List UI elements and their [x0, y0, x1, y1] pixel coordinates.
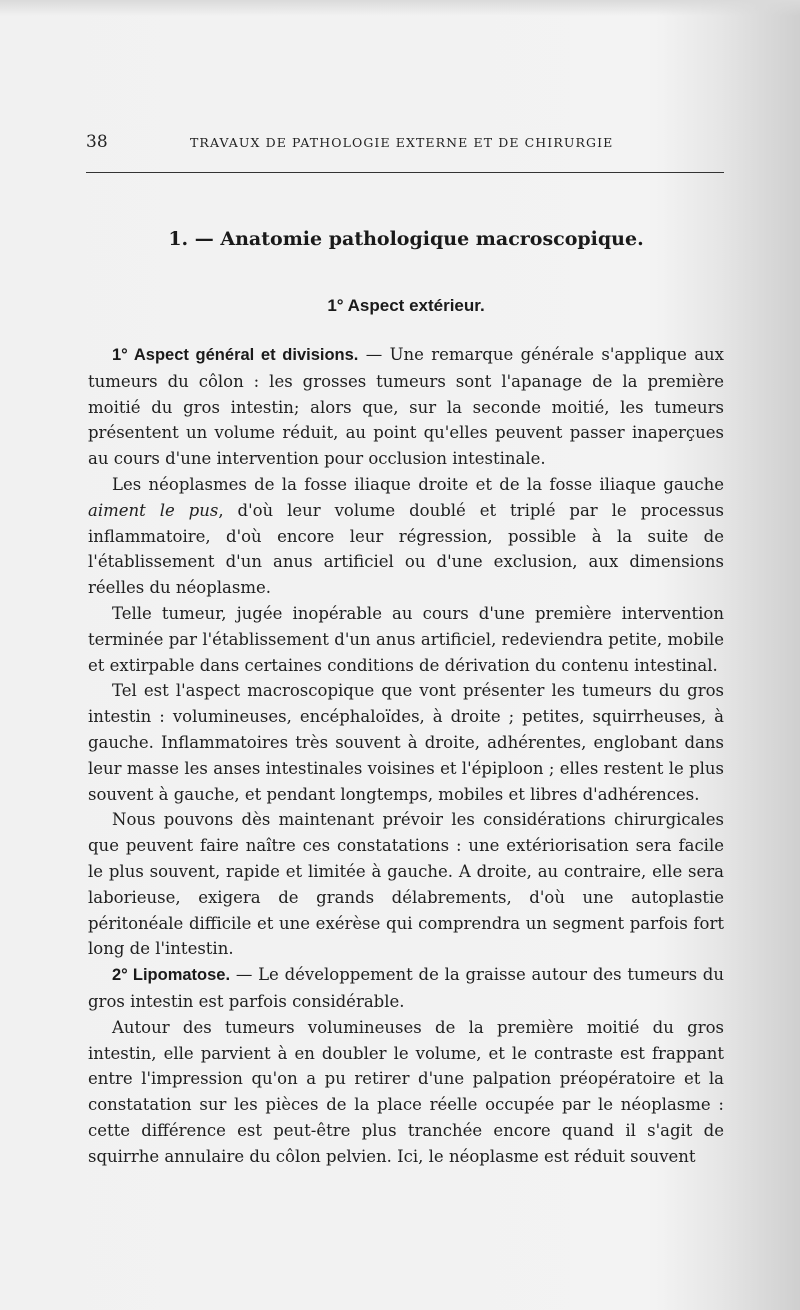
paragraph-text: — Une remarque générale s'applique aux tumeurs du côlon : les grosses tumeurs sont l'apanage de la première moitié du gros intestin; alors que, sur la seconde moitié, les tumeurs présentent un volume réduit, au point qu'elles peuvent passer inaperçues au cours d'une intervention pour occlusion intestinale.	[88, 345, 724, 469]
paragraph-fat-volume: Autour des tumeurs volumineuses de la première moitié du gros intestin, elle parvient à en doubler le volume, et le contraste est frappant entre l'impression qu'on a pu retirer d'une palpation préopératoire et la constatation sur les pièces de la place réelle occupée par le néoplasme : cette différence est peut-être plus tranchée encore quand il s'agit de squirrhe annulaire du côlon pelvien. Ici, le néoplasme est réduit souvent	[88, 1017, 724, 1166]
paragraph-inoperable: Telle tumeur, jugée inopérable au cours d'une première intervention terminée par l'établissement d'un anus artificiel, redeviendra petite, mobile et extirpable dans certaines conditions de dérivation du contenu intestinal.	[88, 603, 724, 675]
paragraph-lipomatose	[88, 962, 724, 1015]
paragraph-text: — Le développement de la graisse autour des tumeurs du gros intestin est parfois considérable.	[88, 965, 724, 1011]
paragraph-text: Les néoplasmes de la fosse iliaque droite et de la fosse iliaque gauche	[112, 474, 724, 494]
section-title: 1. — Anatomie pathologique macroscopique.	[168, 228, 644, 250]
paragraph-surgical-considerations: Nous pouvons dès maintenant prévoir les considérations chirurgicales que peuvent faire naître ces constatations : une extériorisation sera facile le plus souvent, rapide et limitée à gauche. A droite, au contraire, elle sera laborieuse, exigera de grands délabrements, d'où une autoplastie péritonéale difficile et une exérèse qui comprendra un segment parfois fort long de l'intestin.	[88, 810, 724, 959]
page-header	[86, 132, 726, 156]
header-rule	[86, 172, 724, 173]
page-number: 38	[86, 132, 108, 152]
body-text	[88, 342, 724, 1170]
scan-shadow	[0, 0, 800, 16]
italic-phrase: aiment le pus	[88, 500, 219, 520]
paragraph-macroscopic-aspect: Tel est l'aspect macroscopique que vont présenter les tumeurs du gros intestin : volumineuses, encéphaloïdes, à droite ; petites, squirrheuses, à gauche. Inflammatoires très souvent à droite, adhérentes, englobant dans leur masse les anses intestinales voisines et l'épiploon ; elles restent le plus souvent à gauche, et pendant longtemps, mobiles et libres d'adhérences.	[88, 681, 724, 804]
paragraph-lead: 2° Lipomatose.	[112, 966, 231, 985]
paragraph-text: , d'où leur volume doublé et triplé par le processus inflammatoire, d'où encore leur régression, possible à la suite de l'établissement d'un anus artificiel ou d'une exclusion, aux dimensions réelles du néoplasme.	[88, 500, 724, 598]
subsection-title: 1° Aspect extérieur.	[327, 296, 485, 315]
running-title: TRAVAUX DE PATHOLOGIE EXTERNE ET DE CHIRURGIE	[190, 135, 614, 150]
paragraph-lead: 1° Aspect général et divisions.	[112, 346, 359, 364]
paragraph-general-aspect	[88, 342, 724, 472]
paragraph-neoplasms	[88, 472, 724, 601]
